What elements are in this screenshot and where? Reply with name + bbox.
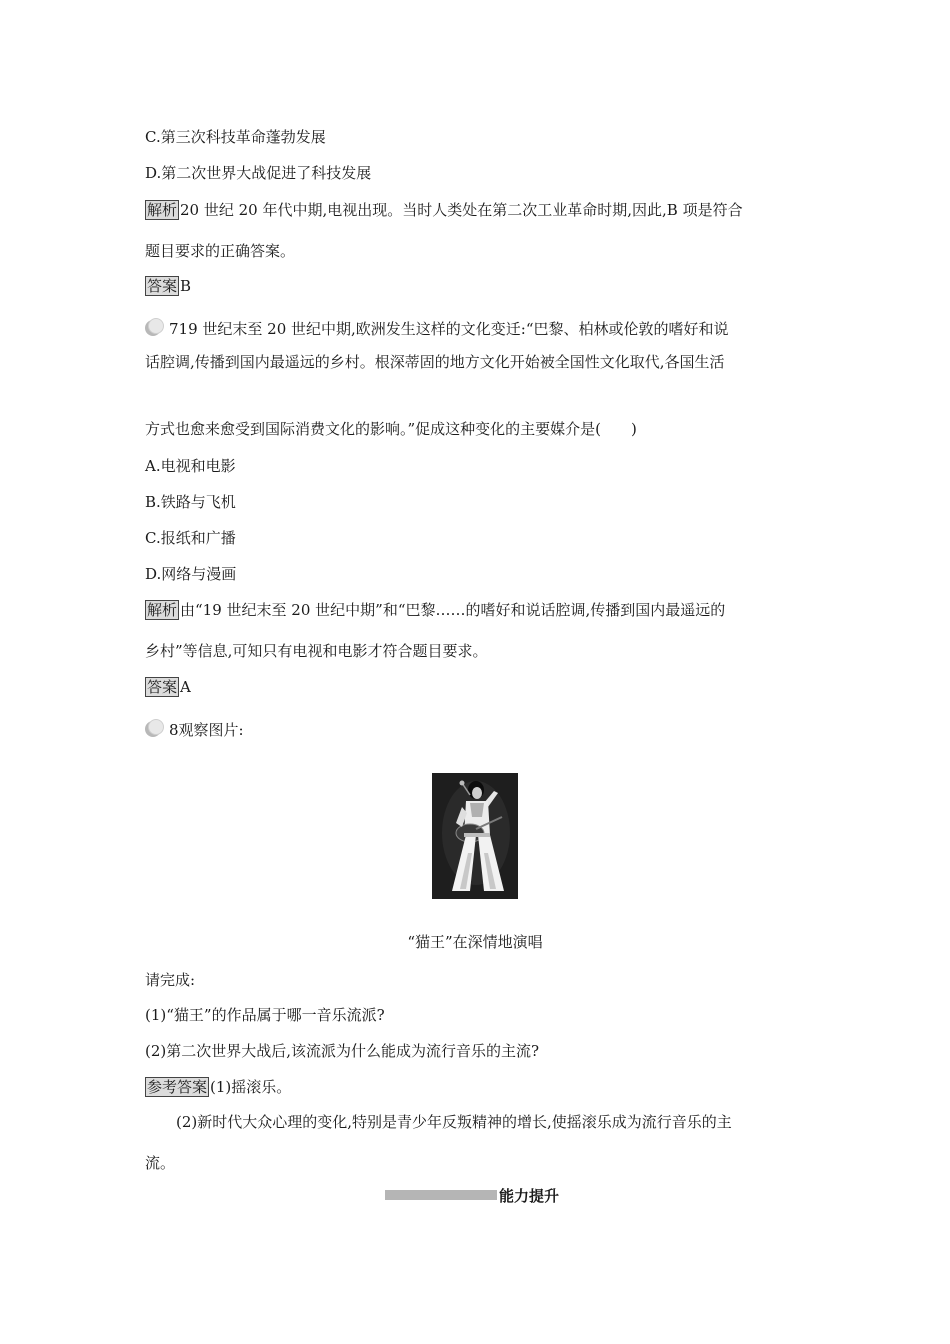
q7-stem-text: 19 世纪末至 20 世纪中期,欧洲发生这样的文化变迁:“巴黎、柏林或伦敦的嗜好和说 bbox=[178, 320, 729, 338]
performer-figure-icon bbox=[432, 773, 518, 899]
answer-tag: 答案 bbox=[147, 277, 178, 295]
q7-stem-line-1 bbox=[145, 319, 729, 339]
q8-subquestion-2: (2)第二次世界大战后,该流派为什么能成为流行音乐的主流? bbox=[145, 1042, 540, 1060]
q6-answer bbox=[145, 276, 191, 296]
section-heading-bar bbox=[385, 1190, 497, 1200]
q8-stem-text: 观察图片: bbox=[178, 721, 244, 739]
q6-analysis-text: 20 世纪 20 年代中期,电视出现。当时人类处在第二次工业革命时期,因此,B 项是符合 bbox=[180, 201, 743, 219]
q7-number: 7 bbox=[169, 320, 179, 338]
question-bullet-icon bbox=[145, 721, 167, 737]
q8-subquestion-1: (1)“猫王”的作品属于哪一音乐流派? bbox=[145, 1006, 385, 1024]
q6-analysis-line-1 bbox=[145, 200, 743, 220]
q6-option-d: D.第二次世界大战促进了科技发展 bbox=[145, 164, 372, 182]
q7-analysis-line-2: 乡村”等信息,可知只有电视和电影才符合题目要求。 bbox=[145, 642, 488, 660]
singer-photo bbox=[432, 773, 518, 899]
q7-option-d: D.网络与漫画 bbox=[145, 565, 237, 583]
analysis-tag: 解析 bbox=[147, 601, 178, 619]
q7-option-a: A.电视和电影 bbox=[145, 457, 236, 475]
q6-option-c: C.第三次科技革命蓬勃发展 bbox=[145, 128, 326, 146]
q6-answer-value: B bbox=[180, 277, 192, 295]
question-bullet-icon bbox=[145, 320, 167, 336]
q8-reference-answer-line-1 bbox=[145, 1077, 291, 1097]
photo-caption: “猫王”在深情地演唱 bbox=[407, 933, 543, 951]
q7-option-c: C.报纸和广播 bbox=[145, 529, 236, 547]
q7-stem-line-3: 方式也愈来愈受到国际消费文化的影响。”促成这种变化的主要媒介是( ) bbox=[145, 420, 637, 438]
q8-reference-answer-line-3: 流。 bbox=[145, 1154, 176, 1172]
analysis-tag: 解析 bbox=[147, 201, 178, 219]
q6-analysis-line-2: 题目要求的正确答案。 bbox=[145, 242, 296, 260]
q8-reference-answer-line-2: (2)新时代大众心理的变化,特别是青少年反叛精神的增长,使摇滚乐成为流行音乐的主 bbox=[176, 1113, 732, 1131]
q8-number: 8 bbox=[169, 721, 179, 739]
q8-stem bbox=[145, 720, 244, 740]
q7-answer-value: A bbox=[180, 678, 191, 696]
q7-stem-line-2: 话腔调,传播到国内最遥远的乡村。根深蒂固的地方文化开始被全国性文化取代,各国生活 bbox=[145, 353, 725, 371]
q8-reference-1: (1)摇滚乐。 bbox=[210, 1078, 292, 1096]
q8-prompt: 请完成: bbox=[145, 971, 196, 989]
reference-answer-tag: 参考答案 bbox=[147, 1078, 208, 1096]
q7-option-b: B.铁路与飞机 bbox=[145, 493, 236, 511]
section-heading-label: 能力提升 bbox=[499, 1187, 560, 1205]
answer-tag: 答案 bbox=[147, 678, 178, 696]
q7-answer bbox=[145, 677, 191, 697]
q7-analysis-text: 由“19 世纪末至 20 世纪中期”和“巴黎……的嗜好和说话腔调,传播到国内最遥远的 bbox=[180, 601, 726, 619]
q7-analysis-line-1 bbox=[145, 600, 725, 620]
